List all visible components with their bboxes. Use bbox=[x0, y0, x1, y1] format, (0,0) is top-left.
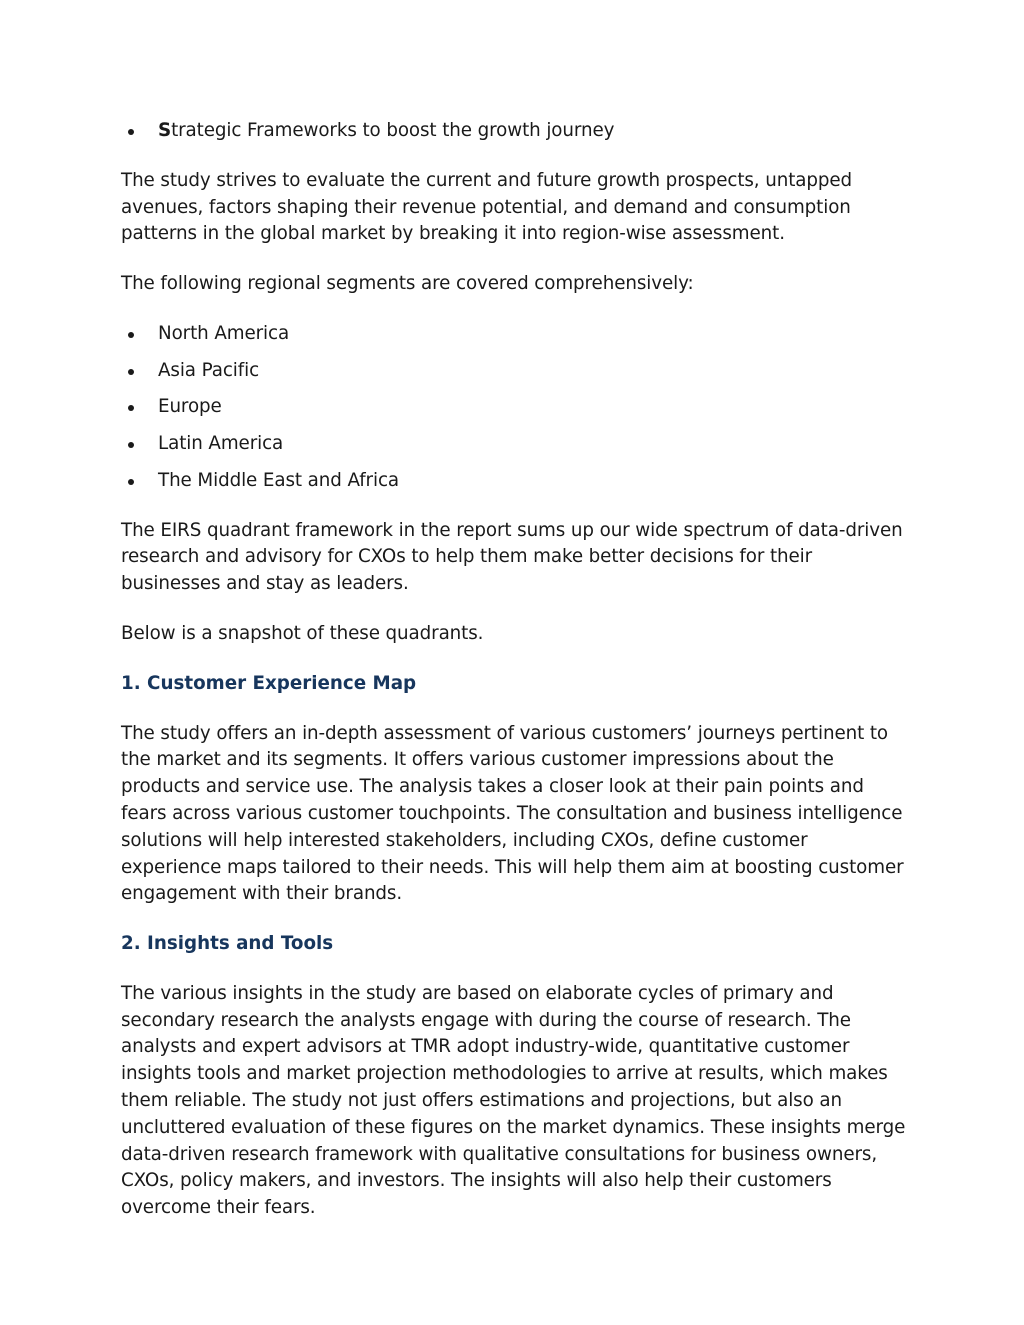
bullet-dot-icon bbox=[128, 442, 134, 448]
bullet-dot-icon bbox=[128, 405, 134, 411]
paragraph-insights: The various insights in the study are based on elaborate cycles of primary and secondary research the analysts engage with during the course of research. The analysts and expert advisors at TMR adopt industry-wide, quantitative customer insights tools and market projection methodologies to arrive at results, which makes them reliable. The study not just offers estimations and projections, but also an uncluttered evaluation of these figures on the market dynamics. These insights merge data-driven research framework with qualitative consultations for business owners, CXOs, policy makers, and investors. The insights will also help their customers overcome their fears. bbox=[121, 982, 906, 1219]
bullet-dot-icon bbox=[128, 479, 134, 485]
list-item bbox=[121, 321, 911, 348]
regions-list bbox=[121, 321, 911, 495]
list-item bbox=[121, 394, 911, 421]
bullet-dot-icon bbox=[128, 129, 134, 135]
bullet-dot-icon bbox=[128, 332, 134, 338]
bullet-dot-icon bbox=[128, 369, 134, 375]
list-item bbox=[121, 118, 911, 145]
region-label: Asia Pacific bbox=[158, 359, 260, 381]
region-label: Europe bbox=[158, 396, 222, 418]
list-item bbox=[121, 431, 911, 458]
region-label: Latin America bbox=[158, 433, 284, 455]
paragraph-regional-intro: The following regional segments are covered comprehensively: bbox=[121, 273, 694, 295]
region-label: The Middle East and Africa bbox=[158, 469, 400, 491]
list-item bbox=[121, 468, 911, 495]
list-item bbox=[121, 358, 911, 385]
paragraph-eirs: The EIRS quadrant framework in the report sums up our wide spectrum of data-driven research and advisory for CXOs to help them make better decisions for their businesses and stay as leaders. bbox=[121, 519, 903, 595]
bold-initial: S bbox=[158, 120, 172, 141]
paragraph-customer-experience: The study offers an in-depth assessment of various customers’ journeys pertinent to the market and its segments. It offers various customer impressions about the products and service use. The analysis takes a closer look at their pain points and fears across various customer touchpoints. The consultation and business intelligence solutions will help interested stakeholders, including CXOs, define customer experience maps tailored to their needs. This will help them aim at boosting customer engagement with their brands. bbox=[121, 722, 904, 905]
paragraph-snapshot: Below is a snapshot of these quadrants. bbox=[121, 622, 484, 644]
heading-customer-experience: 1. Customer Experience Map bbox=[121, 672, 417, 694]
region-label: North America bbox=[158, 322, 290, 344]
heading-insights: 2. Insights and Tools bbox=[121, 933, 334, 955]
intro-bullet-list bbox=[121, 118, 911, 145]
document-page bbox=[121, 118, 911, 1222]
bullet-text: trategic Frameworks to boost the growth journey bbox=[171, 120, 615, 141]
paragraph-study-strives: The study strives to evaluate the current and future growth prospects, untapped avenues, factors shaping their revenue potential, and demand and consumption patterns in the global market by breaking it into region-wise assessment. bbox=[121, 169, 853, 245]
